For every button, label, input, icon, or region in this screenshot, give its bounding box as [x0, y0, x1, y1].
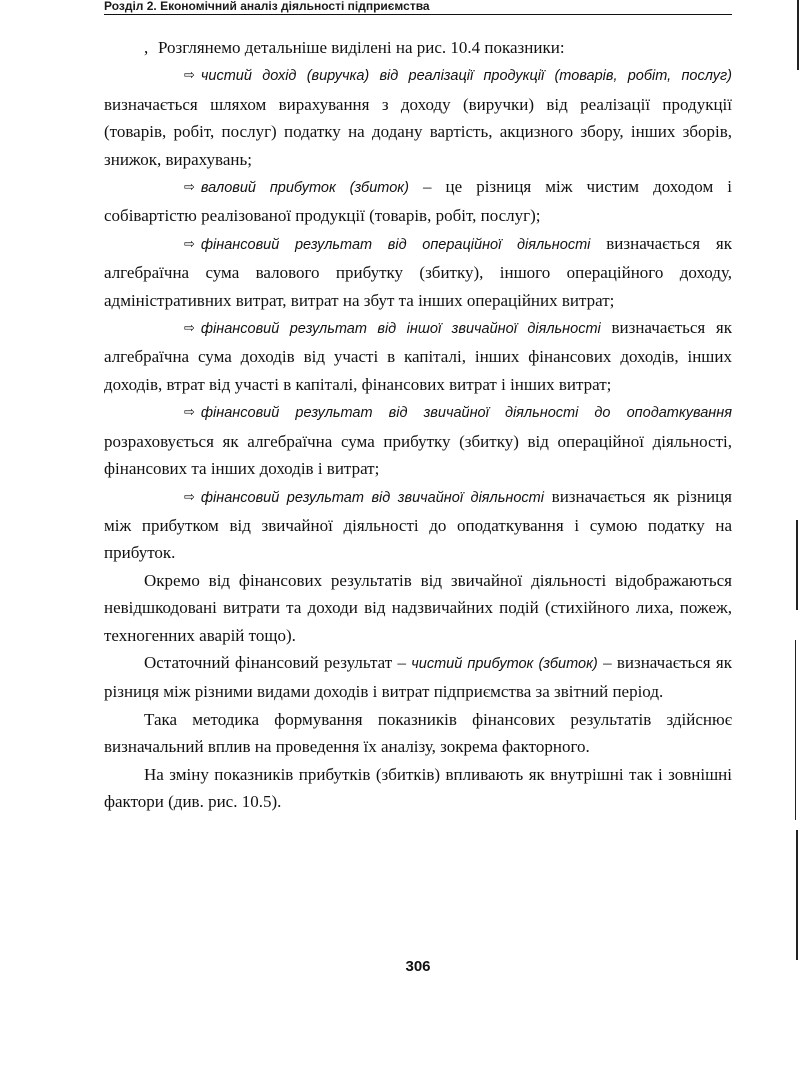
arrow-right-icon: ⇨ — [184, 405, 195, 421]
paragraph-text: – це різниця між чистим доходом і собівартістю реалізованої продукції (товарів, робіт, послуг); — [104, 177, 732, 226]
paragraph-intro — [104, 34, 732, 61]
paragraph-text: Розглянемо детальніше виділені на рис. 10.4 показники: — [158, 38, 565, 57]
arrow-right-icon: ⇨ — [184, 68, 195, 84]
term-other-ordinary-result: фінансовий результат від іншої звичайної діяльності — [200, 321, 601, 338]
scan-edge-artifact — [797, 0, 799, 70]
running-header: Розділ 2. Економічний аналіз діяльності підприємства — [104, 0, 430, 13]
header-rule — [104, 14, 732, 15]
arrow-right-icon: ⇨ — [184, 180, 195, 196]
scan-edge-artifact — [796, 830, 798, 960]
paragraph-text: визначається шляхом вирахування з доходу (виручки) від реалізації продукції (товарів, робіт, послуг) податку на додану вартість, акцизного збору, інших зборів, знижок, вирахувань; — [104, 94, 732, 169]
list-item-ordinary-result — [104, 483, 732, 567]
arrow-right-icon: ⇨ — [184, 321, 195, 337]
list-item-other-ordinary-result — [104, 314, 732, 398]
arrow-right-icon: ⇨ — [184, 489, 195, 505]
paragraph-text: Остаточний фінансовий результат – — [144, 652, 412, 672]
body-text — [104, 34, 732, 815]
list-item-gross-profit — [104, 173, 732, 230]
paragraph-methodology: Така методика формування показників фінансових результатів здійснює визначальний вплив на проведення їх аналізу, зокрема факторного. — [104, 709, 732, 757]
list-item-operating-result — [104, 230, 732, 314]
term-net-revenue: чистий дохід (виручка) від реалізації продукції (товарів, робіт, послуг) — [200, 68, 732, 85]
term-ordinary-result: фінансовий результат від звичайної діяльності — [200, 489, 544, 506]
paragraph-text: визначається як алгебраїчна сума доходів від участі в капіталі, інших фінансових доходів, інших доходів, втрат від участі в капіталі, фінансових витрат і інших витрат; — [104, 318, 732, 394]
paragraph-text: розраховується як алгебраїчна сума прибутку (збитку) від операційної діяльності, фінансових та інших доходів і витрат; — [104, 431, 732, 479]
page-number: 306 — [405, 958, 431, 975]
paragraph-factors: На зміну показників прибутків (збитків) впливають як внутрішні так і зовнішні фактори (див. рис. 10.5). — [104, 764, 732, 811]
paragraph-text: визначається як різниця між прибутком від звичайної діяльності до оподаткування і сумою податку на прибуток. — [104, 486, 732, 563]
term-operating-result: фінансовий результат від операційної діяльності — [200, 236, 591, 253]
list-item-pretax-result — [104, 398, 732, 482]
paragraph-text: визначається як алгебраїчна сума валового прибутку (збитку), іншого операційного доходу, адміністративних витрат, витрат на збут та інших операційних витрат; — [104, 233, 732, 310]
paragraph-final-result — [104, 649, 732, 706]
scan-edge-artifact — [796, 520, 798, 610]
list-item-net-revenue — [104, 61, 732, 173]
arrow-right-icon: ⇨ — [184, 236, 195, 252]
term-pretax-result: фінансовий результат від звичайної діяльності до оподаткування — [200, 405, 732, 422]
paragraph-extraordinary: Окремо від фінансових результатів від звичайної діяльності відображаються невідшкодовані витрати та доходи від надзвичайних подій (стихійного лиха, пожеж, техногенних аварій тощо). — [104, 570, 732, 645]
paragraph-text: – визначається як різниця між різними видами доходів і витрат підприємства за звітний період. — [104, 652, 732, 702]
margin-mark: , — [144, 38, 149, 57]
term-gross-profit: валовий прибуток (збиток) — [200, 180, 409, 197]
scan-edge-artifact — [795, 640, 796, 820]
term-net-profit: чистий прибуток (збиток) — [411, 655, 598, 672]
